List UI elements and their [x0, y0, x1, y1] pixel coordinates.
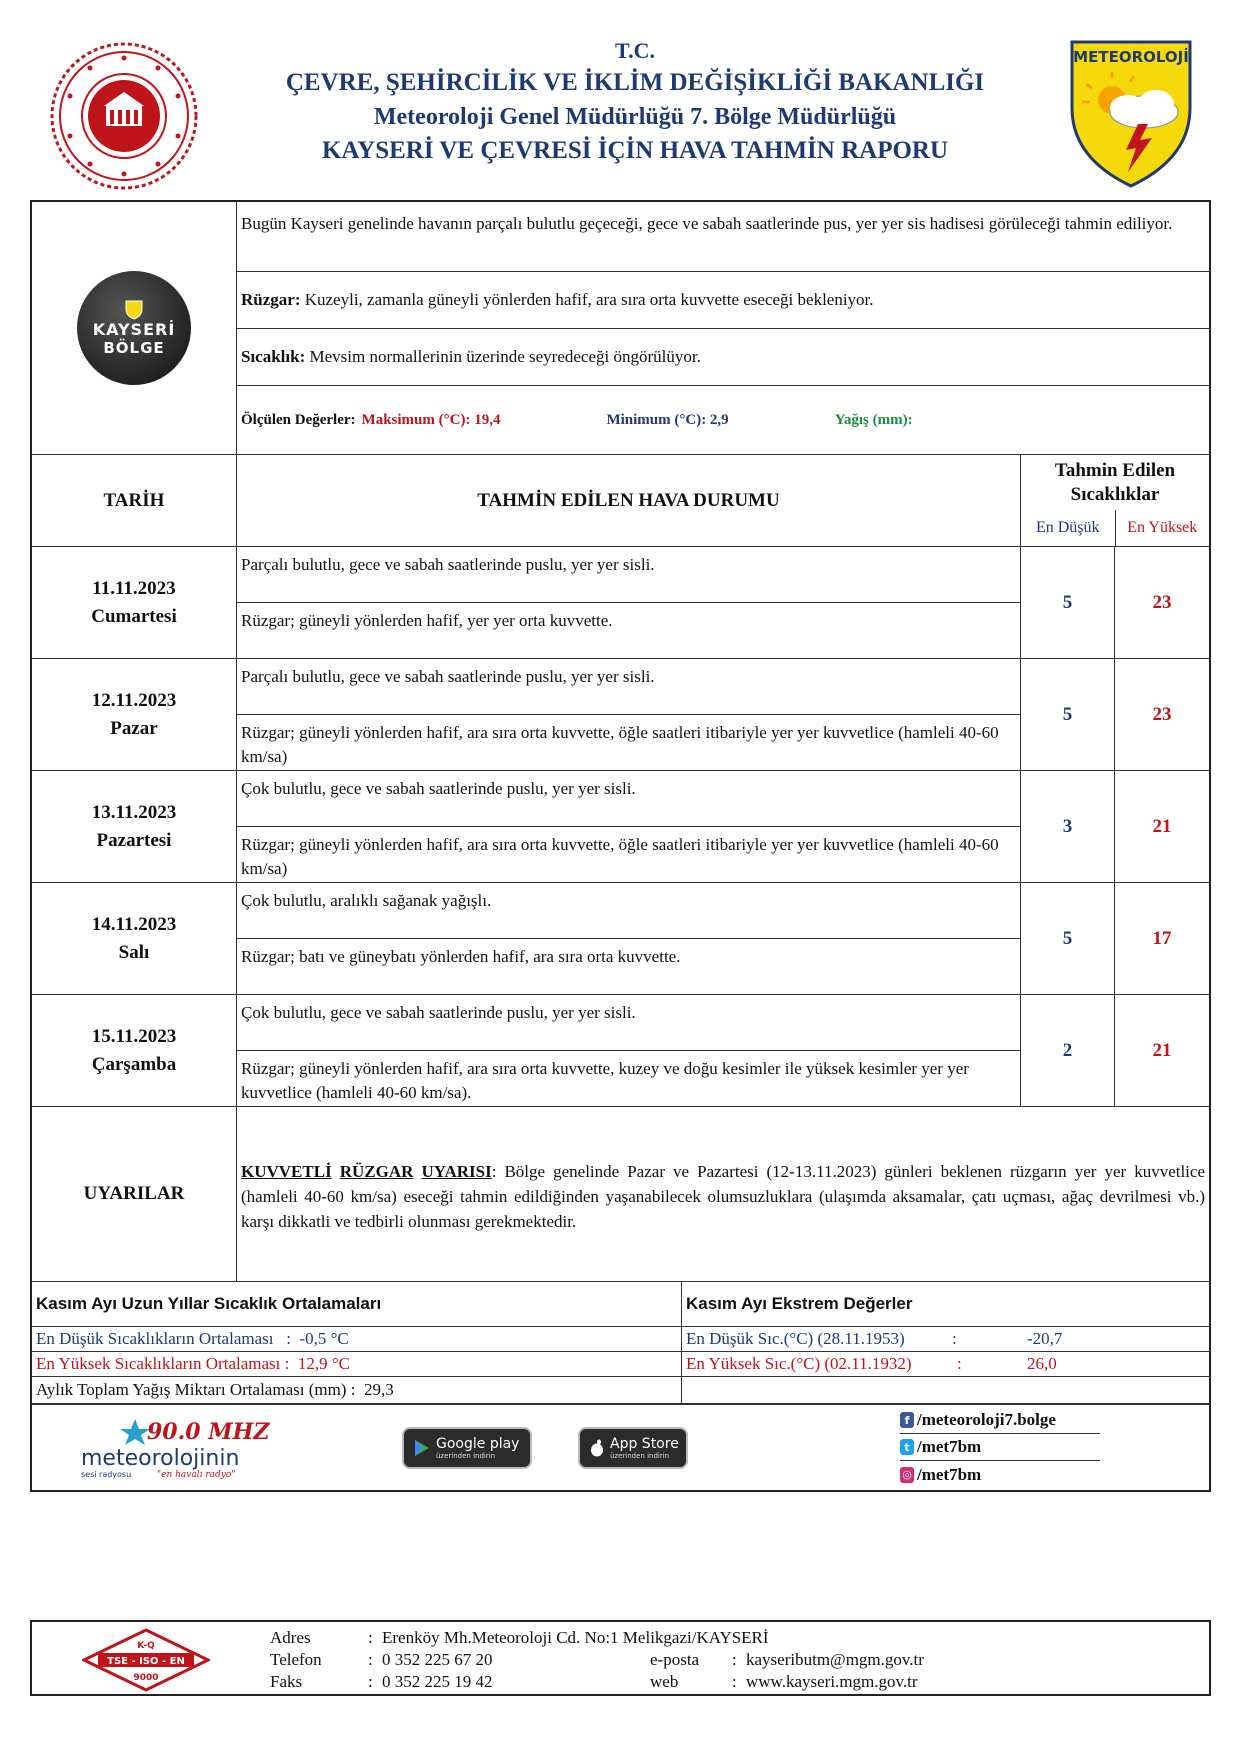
warnings-cell	[237, 1107, 1209, 1281]
report-header	[30, 30, 1210, 190]
day-weather: Parçalı bulutlu, gece ve sabah saatlerinde puslu, yer yer sisli.	[237, 547, 1020, 603]
footer-address-row	[270, 1628, 769, 1648]
day-wind: Rüzgar; güneyli yönlerden hafif, yer yer orta kuvvette.	[241, 611, 613, 630]
temps-column-header	[1021, 455, 1209, 546]
summary-measured	[237, 386, 1209, 454]
ministry-seal-icon	[48, 40, 200, 192]
day-wind: Rüzgar; güneyli yönlerden hafif, ara sıra orta kuvvette, öğle saatleri itibariyle yer yer kuvvetlice (hamleli 40-60 km/sa)	[241, 723, 999, 766]
avg-rain-empty	[682, 1377, 1209, 1403]
summary-general-text: Bugün Kayseri genelinde havanın parçalı bulutlu geçeceği, gece ve sabah saatlerinde pus, yer yer sis hadisesi görüleceği tahmin ediliyor.	[241, 214, 1173, 233]
summary-wind-label: Rüzgar:	[241, 290, 301, 309]
avg-rain: Aylık Toplam Yağış Miktarı Ortalaması (mm) : 29,3	[32, 1377, 682, 1403]
day-wind: Rüzgar; güneyli yönlerden hafif, ara sıra orta kuvvette, kuzey ve doğu kesimler ile yüksek kesimler yer yer kuvvetlice (hamleli 40-60 km/sa).	[241, 1059, 969, 1102]
twitter-handle: /met7bm	[917, 1437, 982, 1456]
averages-title-row	[32, 1282, 1209, 1327]
phone-label: Telefon	[270, 1650, 322, 1669]
google-play-label: Google play	[436, 1436, 520, 1452]
day-max-temp: 23	[1152, 703, 1172, 725]
day-wind: Rüzgar; güneyli yönlerden hafif, ara sıra orta kuvvette, öğle saatleri itibariyle yer yer kuvvetlice (hamleli 40-60 km/sa)	[241, 835, 999, 878]
summary-section	[32, 202, 1209, 455]
svg-text:90.0 MHZ: 90.0 MHZ	[147, 1419, 270, 1445]
measured-max: Maksimum (°C): 19,4	[361, 412, 501, 428]
avg-max-row	[32, 1352, 1209, 1377]
table-row	[32, 883, 1209, 995]
day-weekday: Pazar	[110, 717, 158, 739]
warnings-label: UYARILAR	[32, 1107, 237, 1281]
footer-contact	[30, 1620, 1211, 1696]
facebook-handle: /meteoroloji7.bolge	[917, 1410, 1056, 1429]
warnings-row	[32, 1107, 1209, 1282]
warning-body: : Bölge genelinde Pazar ve Pazartesi (12-13.11.2023) günleri beklenen rüzgarın yer yer kuvvetlice (hamleli 40-60 km/sa) eseceği tahmin edildiğinden yaşanabilecek olumsuzluklara (ulaşımda aksamalar, çatı uçması, ağaç devrilmesi vb.) karşı dikkatli ve tedbirli olunması gerekmektedir.	[241, 1162, 1205, 1231]
day-weekday: Pazartesi	[96, 829, 172, 851]
day-wind: Rüzgar; batı ve güneybatı yönlerden hafif, ara sıra orta kuvvette.	[241, 947, 681, 966]
instagram-icon: ◎	[900, 1467, 914, 1483]
address-label: Adres	[270, 1628, 311, 1647]
day-date-cell	[32, 995, 237, 1106]
day-weekday: Salı	[118, 941, 150, 963]
day-weekday: Çarşamba	[91, 1053, 177, 1075]
day-min-temp: 5	[1021, 547, 1115, 658]
summary-wind-text: Kuzeyli, zamanla güneyli yönlerden hafif, ara sıra orta kuvvette eseceği bekleniyor.	[300, 290, 874, 309]
svg-text:9000: 9000	[133, 1673, 159, 1683]
day-weekday: Cumartesi	[91, 605, 177, 627]
day-date-cell	[32, 771, 237, 882]
header-tc: T.C.	[615, 38, 655, 63]
ext-min-value: -20,7	[1027, 1329, 1063, 1348]
summary-temp	[237, 329, 1209, 386]
instagram-handle: /met7bm	[917, 1464, 982, 1484]
summary-general	[237, 202, 1209, 272]
day-date: 11.11.2023	[92, 577, 176, 599]
day-weather: Çok bulutlu, gece ve sabah saatlerinde puslu, yer yer sisli.	[237, 995, 1020, 1051]
forecast-column-header	[237, 455, 1021, 546]
svg-text:"en havalı radyo": "en havalı radyo"	[157, 1470, 236, 1480]
min-subheader: En Düşük	[1021, 510, 1116, 546]
warning-word-3: UYARISI	[421, 1162, 492, 1181]
phone-colon: :	[368, 1650, 373, 1669]
apple-icon	[590, 1439, 604, 1457]
day-weather: Çok bulutlu, aralıklı sağanak yağışlı.	[237, 883, 1020, 939]
day-desc-cell	[237, 883, 1021, 994]
day-max-temp: 21	[1152, 815, 1172, 837]
table-row	[32, 659, 1209, 771]
ext-min-colon: :	[952, 1329, 957, 1348]
email-colon: :	[732, 1650, 737, 1669]
fax-value: 0 352 225 19 42	[382, 1672, 493, 1691]
measured-rain: Yağış (mm):	[834, 412, 913, 428]
avg-max: En Yüksek Sıcaklıkların Ortalaması : 12,9 °C	[32, 1352, 682, 1376]
app-store-sub: üzerinden indirin	[610, 1452, 670, 1460]
ext-max-value: 26,0	[1027, 1354, 1057, 1373]
footer-fax-row	[270, 1672, 918, 1692]
day-min-temp: 3	[1021, 771, 1115, 882]
extremes-title: Kasım Ayı Ekstrem Değerler	[686, 1294, 913, 1313]
instagram-link[interactable]	[900, 1461, 1100, 1488]
temps-header-title	[1021, 455, 1209, 510]
warnings-text	[237, 1107, 1209, 1234]
footer-phone-row	[270, 1650, 924, 1670]
day-date: 14.11.2023	[91, 913, 177, 935]
svg-text:meteorolojinin: meteorolojinin	[81, 1446, 240, 1471]
ext-min-label: En Düşük Sıc.(°C) (28.11.1953)	[686, 1329, 905, 1348]
header-report-title: KAYSERİ VE ÇEVRESİ İÇİN HAVA TAHMİN RAPORU	[321, 137, 949, 164]
web-value[interactable]: www.kayseri.mgm.gov.tr	[746, 1672, 918, 1691]
date-column-header: TARİH	[32, 455, 237, 546]
address-value: Erenköy Mh.Meteoroloji Cd. No:1 Melikgazi/KAYSERİ	[382, 1628, 769, 1647]
avg-min-row	[32, 1327, 1209, 1352]
max-subheader: En Yüksek	[1127, 519, 1198, 536]
email-value[interactable]: kayseributm@mgm.gov.tr	[746, 1650, 924, 1669]
svg-text:K-Q: K-Q	[137, 1641, 155, 1651]
ext-max-label: En Yüksek Sıc.(°C) (02.11.1932)	[686, 1354, 912, 1373]
measured-min: Minimum (°C): 2,9	[606, 412, 729, 428]
ext-max-colon: :	[957, 1354, 962, 1373]
kayseri-bolge-badge-icon	[77, 271, 191, 385]
social-links	[900, 1407, 1100, 1488]
day-max-temp: 17	[1152, 927, 1172, 949]
temps-subheader	[1021, 510, 1209, 546]
facebook-icon: f	[900, 1412, 914, 1428]
twitter-link[interactable]	[900, 1434, 1100, 1461]
temps-header-line2: Sıcaklıklar	[1070, 483, 1160, 505]
ext-max	[682, 1352, 1209, 1376]
day-date: 12.11.2023	[91, 689, 177, 711]
day-date-cell	[32, 659, 237, 770]
day-desc-cell	[237, 995, 1021, 1106]
forecast-table	[30, 200, 1211, 1492]
svg-text:TSE - ISO - EN: TSE - ISO - EN	[107, 1656, 185, 1667]
forecast-header-label: TAHMİN EDİLEN HAVA DURUMU	[477, 489, 780, 511]
fax-label: Faks	[270, 1672, 303, 1691]
avg-min: En Düşük Sıcaklıkların Ortalaması : -0,5 °C	[32, 1327, 682, 1351]
averages-title: Kasım Ayı Uzun Yıllar Sıcaklık Ortalamaları	[32, 1282, 682, 1326]
warning-word-2: RÜZGAR	[339, 1162, 414, 1181]
day-desc-cell	[237, 771, 1021, 882]
day-date: 15.11.2023	[91, 1025, 177, 1047]
climate-averages	[32, 1282, 1209, 1405]
twitter-icon: t	[900, 1439, 914, 1455]
measured-label: Ölçülen Değerler:	[241, 412, 356, 428]
ext-min	[682, 1327, 1209, 1351]
summary-temp-label: Sıcaklık:	[241, 347, 306, 366]
summary-text-cell	[237, 202, 1209, 454]
web-label: web	[650, 1672, 679, 1691]
table-row	[32, 995, 1209, 1107]
fax-colon: :	[368, 1672, 373, 1691]
avg-rain-row	[32, 1377, 1209, 1404]
day-min-temp: 5	[1021, 883, 1115, 994]
badge-cell	[32, 202, 237, 454]
day-desc-cell	[237, 547, 1021, 658]
web-colon: :	[732, 1672, 737, 1691]
svg-text:sesi radyosu: sesi radyosu	[81, 1470, 132, 1479]
email-label: e-posta	[650, 1650, 700, 1669]
column-header-row	[32, 455, 1209, 547]
warning-word-1: KUVVETLİ	[241, 1162, 332, 1181]
table-row	[32, 547, 1209, 659]
day-date: 13.11.2023	[91, 801, 177, 823]
day-min-temp: 2	[1021, 995, 1115, 1106]
day-date-cell	[32, 883, 237, 994]
summary-wind	[237, 272, 1209, 329]
header-ministry: ÇEVRE, ŞEHİRCİLİK VE İKLİM DEĞİŞİKLİĞİ BAKANLIĞI	[285, 69, 985, 96]
svg-text:METEOROLOJİ: METEOROLOJİ	[1073, 48, 1189, 66]
day-max-temp: 23	[1152, 591, 1172, 613]
table-row	[32, 771, 1209, 883]
app-store-button[interactable]	[580, 1429, 686, 1467]
google-play-sub: üzerinden indirin	[436, 1452, 496, 1460]
day-weather: Parçalı bulutlu, gece ve sabah saatlerinde puslu, yer yer sisli.	[237, 659, 1020, 715]
address-colon: :	[368, 1628, 373, 1647]
radio-logo-icon[interactable]	[77, 1411, 277, 1481]
day-min-temp: 5	[1021, 659, 1115, 770]
summary-temp-text: Mevsim normallerinin üzerinde seyredeceği öngörülüyor.	[305, 347, 701, 366]
meteoroloji-shield-logo-icon	[1068, 38, 1194, 190]
google-play-button[interactable]	[404, 1429, 530, 1467]
day-desc-cell	[237, 659, 1021, 770]
day-weather: Çok bulutlu, gece ve sabah saatlerinde puslu, yer yer sisli.	[237, 771, 1020, 827]
day-max-temp: 21	[1152, 1039, 1172, 1061]
header-titles	[200, 36, 1070, 168]
facebook-link[interactable]	[900, 1407, 1100, 1434]
badge-line-1: KAYSERİ	[92, 319, 176, 339]
google-play-icon	[414, 1439, 430, 1457]
tse-iso-certification-icon	[82, 1628, 210, 1692]
phone-value: 0 352 225 67 20	[382, 1650, 493, 1669]
temps-header-line1: Tahmin Edilen	[1054, 459, 1176, 481]
mini-shield-icon	[125, 300, 143, 320]
badge-line-2: BÖLGE	[103, 338, 165, 357]
header-directorate: Meteoroloji Genel Müdürlüğü 7. Bölge Müdürlüğü	[373, 104, 897, 130]
day-date-cell	[32, 547, 237, 658]
apps-social-row	[32, 1405, 1209, 1490]
app-store-label: App Store	[610, 1436, 679, 1452]
